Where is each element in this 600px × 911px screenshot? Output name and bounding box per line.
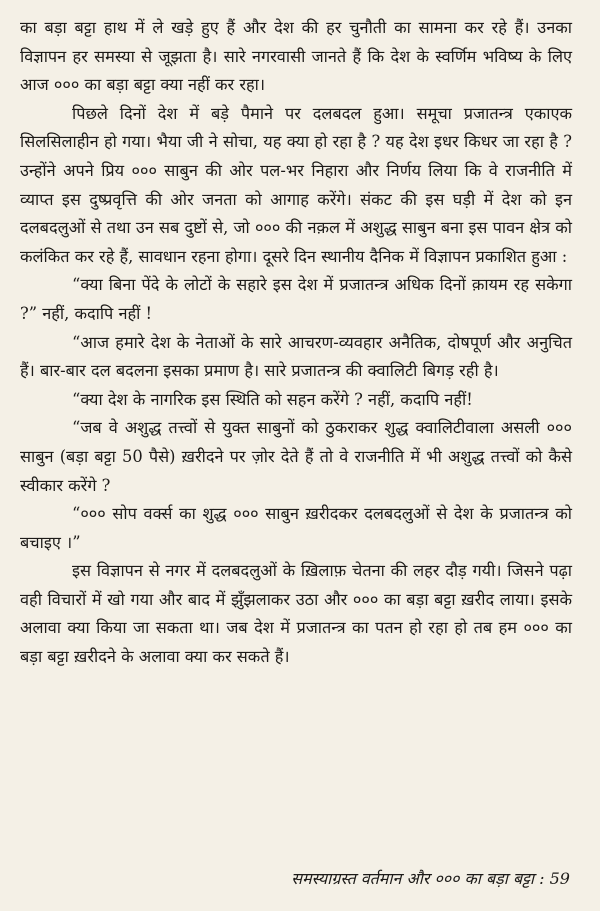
paragraph-2: पिछले दिनों देश में बड़े पैमाने पर दलबदल हुआ। समूचा प्रजातन्त्र एकाएक सिलसिलाहीन हो गया। भैया जी ने सोचा, यह क्या हो रहा है ? यह देश इधर किधर जा रहा है ? उन्होंने अपने प्रिय ००० साबुन की ओर पल-भर निहारा और निर्णय लिया कि वे राजनीति में व्याप्त इस दुष्प्रवृत्ति की ओर जनता को आगाह करेंगे। संकट की इस घड़ी में देश को इन दलबदलुओं से तथा उन सब दुष्टों से, जो ००० की नक़ल में अशुद्ध साबुन बना इस पावन क्षेत्र को कलंकित कर रहे हैं, सावधान रहना होगा। दूसरे दिन स्थानीय दैनिक में विज्ञापन प्रकाशित हुआ : [20, 103, 572, 266]
paragraph-1: का बड़ा बट्टा हाथ में ले खड़े हुए हैं और देश की हर चुनौती का सामना कर रहे हैं। उनका विज्ञापन हर समस्या से जूझता है। सारे नगरवासी जानते हैं कि देश के स्वर्णिम भविष्य के लिए आज ००० का बड़ा बट्टा क्या नहीं कर रहा। [20, 18, 572, 95]
quote-1: “क्या बिना पेंदे के लोटों के सहारे इस देश में प्रजातन्त्र अधिक दिनों क़ायम रह सकेगा ?” नहीं, कदापि नहीं ! [20, 275, 572, 323]
page-footer: समस्याग्रस्त वर्तमान और ००० का बड़ा बट्टा : 59 [291, 869, 570, 888]
quote-5: “००० सोप वर्क्स का शुद्ध ००० साबुन ख़रीदकर दलबदलुओं से देश के प्रजातन्त्र को बचाइए ।” [20, 504, 572, 552]
quote-3: “क्या देश के नागरिक इस स्थिति को सहन करेंगे ? नहीं, कदापि नहीं! [72, 389, 473, 409]
quote-4: “जब वे अशुद्ध तत्त्वों से युक्त साबुनों को ठुकराकर शुद्ध क्वालिटीवाला असली ००० साबुन (बड़ा बट्टा 50 पैसे) ख़रीदने पर ज़ोर देते हैं तो वे राजनीति में भी अशुद्ध तत्त्वों को कैसे स्वीकार करेंगे ? [20, 418, 572, 495]
quote-2: “आज हमारे देश के नेताओं के सारे आचरण-व्यवहार अनैतिक, दोषपूर्ण और अनुचित हैं। बार-बार दल बदलना इसका प्रमाण है। सारे प्रजातन्त्र की क्वालिटी बिगड़ रही है। [20, 332, 572, 381]
body-text [20, 14, 572, 672]
paragraph-final: इस विज्ञापन से नगर में दलबदलुओं के ख़िलाफ़ चेतना की लहर दौड़ गयी। जिसने पढ़ा वही विचारों में खो गया और बाद में झुँझलाकर उठा और ००० का बड़ा बट्टा ख़रीद लाया। इसके अलावा क्या किया जा सकता था। जब देश में प्रजातन्त्र का पतन हो रहा हो तब हम ००० का बड़ा बट्टा ख़रीदने के अलावा क्या कर सकते हैं। [20, 561, 572, 667]
